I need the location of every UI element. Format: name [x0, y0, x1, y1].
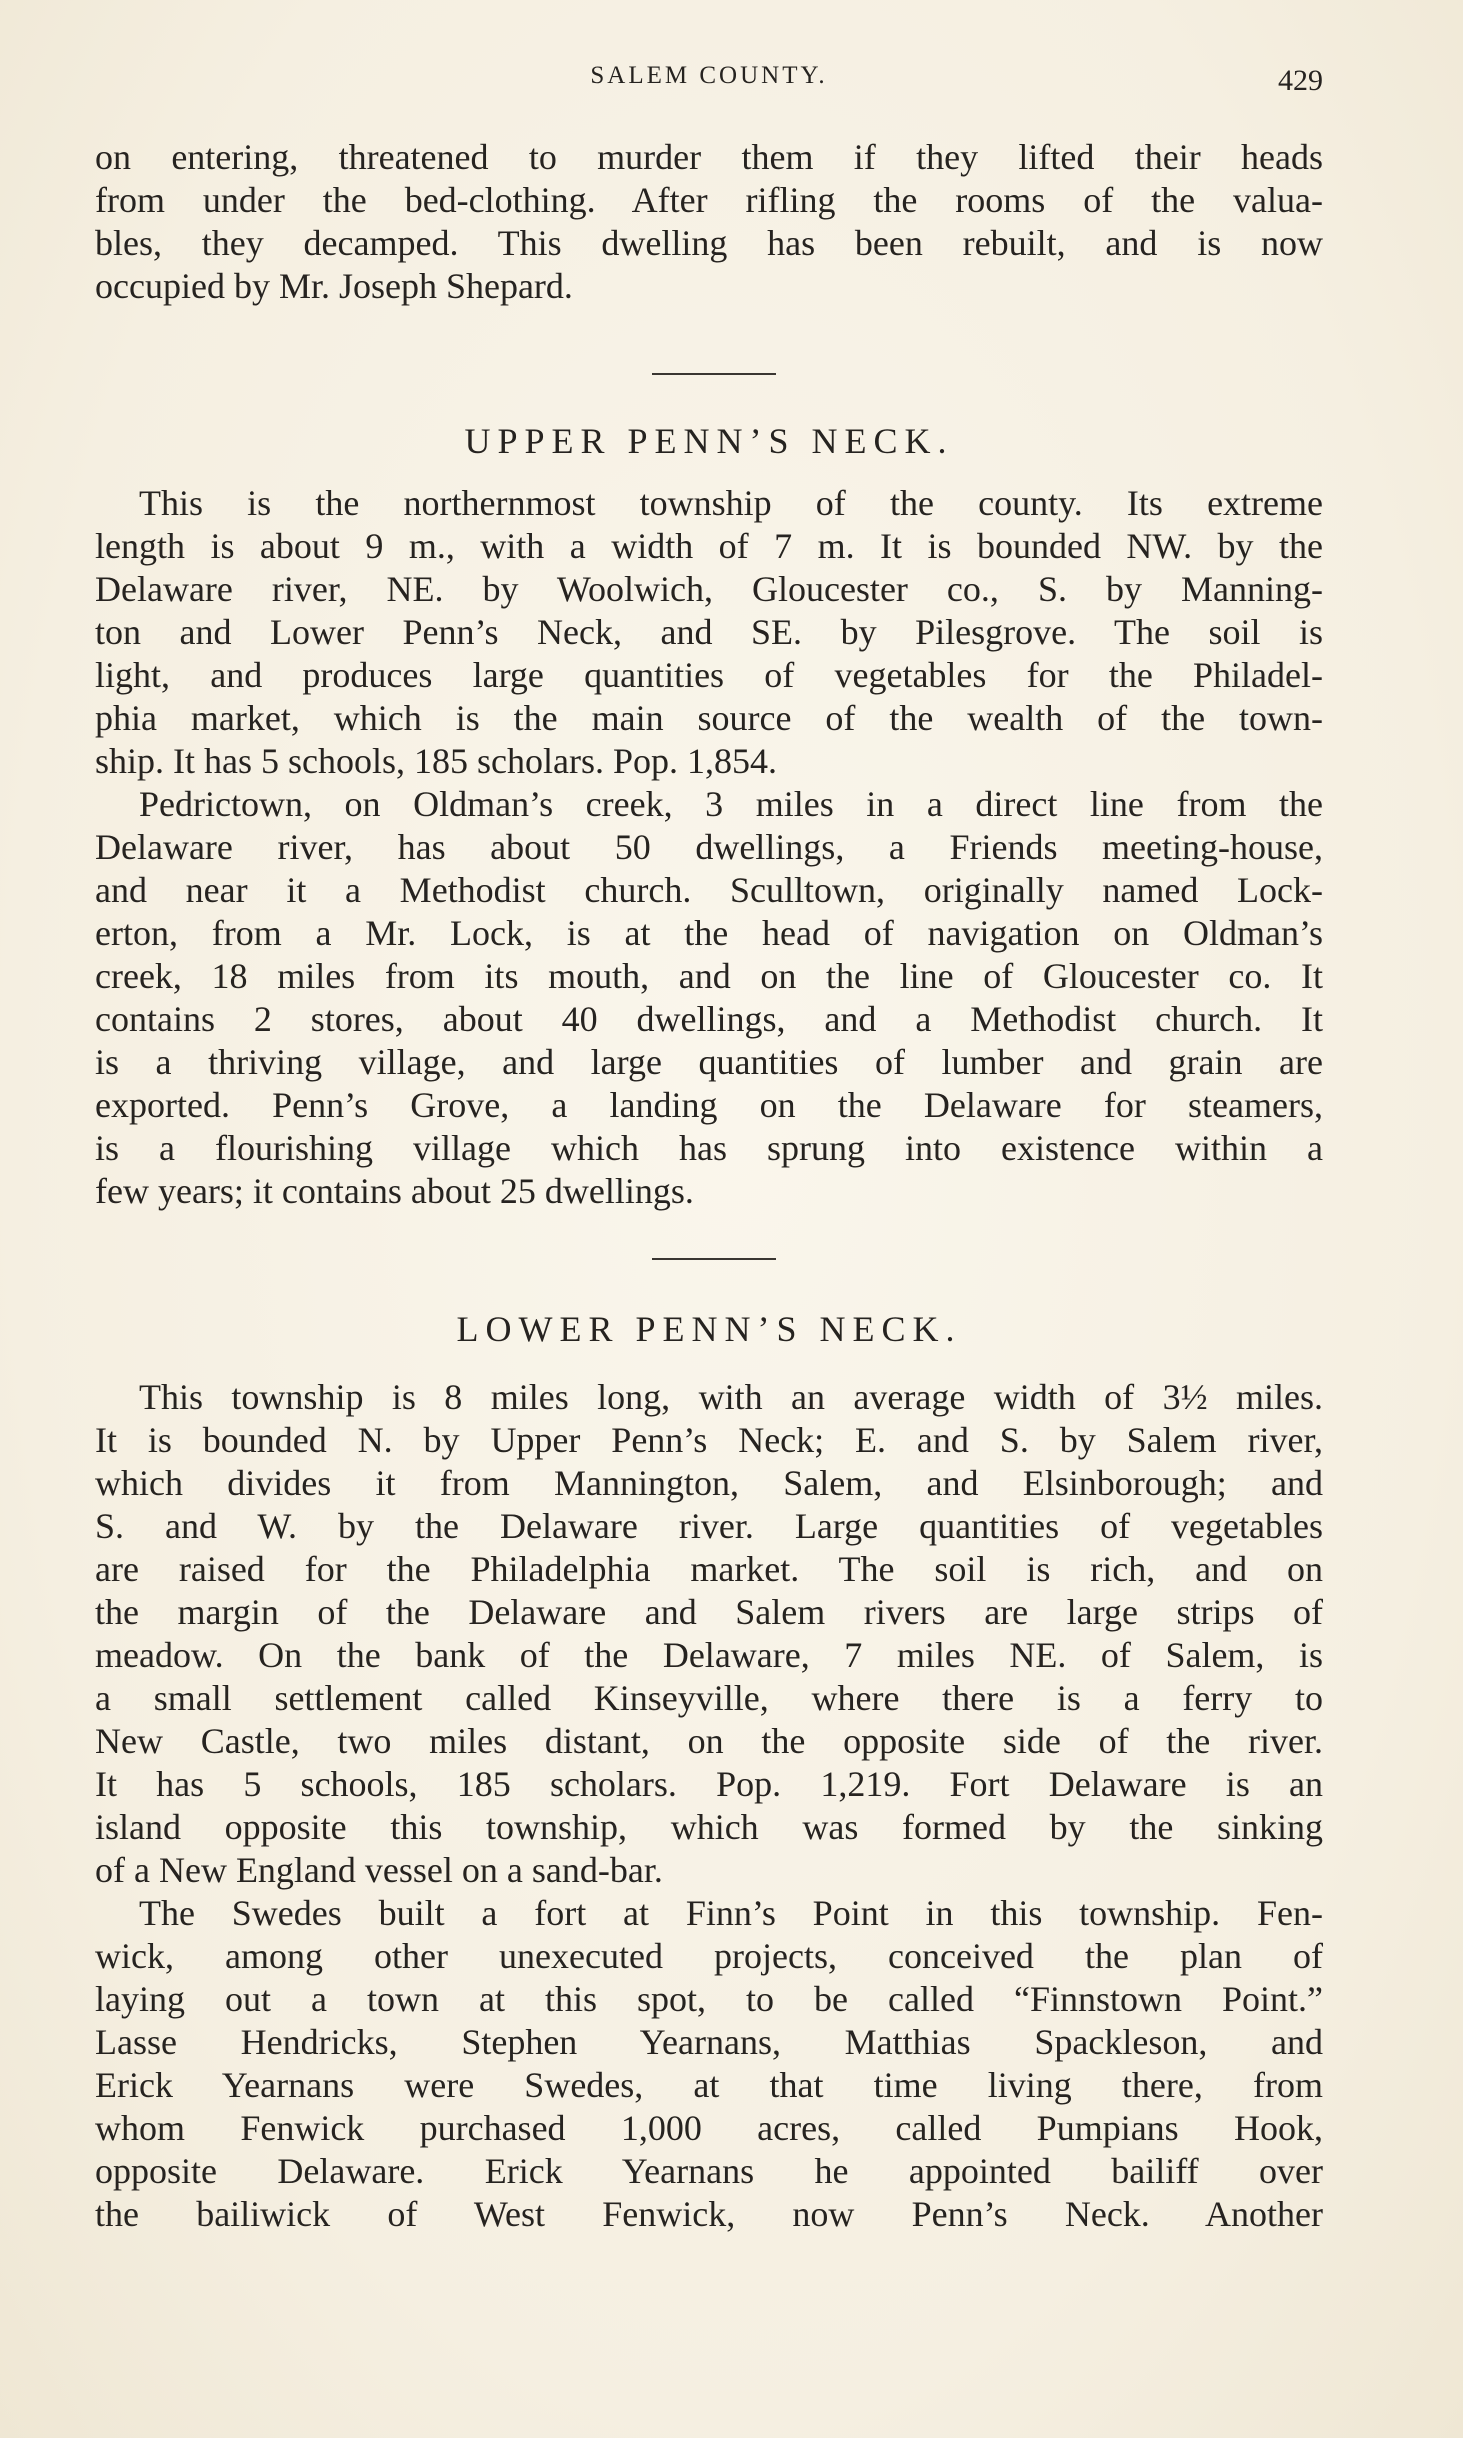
text-line: of a New England vessel on a sand-bar. — [95, 1850, 663, 1890]
text-line: few years; it contains about 25 dwellings. — [95, 1171, 694, 1211]
text-line: ship. It has 5 schools, 185 scholars. Pop. 1,854. — [95, 741, 777, 781]
page-number: 429 — [1278, 64, 1323, 97]
text-line: whom Fenwick purchased 1,000 acres, called Pumpians Hook, — [95, 2108, 1323, 2148]
text-line: is a flourishing village which has sprung into existence within a — [95, 1128, 1323, 1168]
text-line: the margin of the Delaware and Salem rivers are large strips of — [95, 1592, 1323, 1632]
text-line: Lasse Hendricks, Stephen Yearnans, Matthias Spackleson, and — [95, 2022, 1323, 2062]
text-line: The Swedes built a fort at Finn’s Point in this township. Fen- — [139, 1893, 1323, 1933]
running-head — [95, 58, 1323, 102]
text-line: wick, among other unexecuted projects, conceived the plan of — [95, 1936, 1323, 1976]
text-line: Delaware river, has about 50 dwellings, a Friends meeting-house, — [95, 827, 1323, 867]
text-line: island opposite this township, which was formed by the sinking — [95, 1807, 1323, 1847]
text-line: phia market, which is the main source of the wealth of the town- — [95, 698, 1323, 738]
text-line: which divides it from Mannington, Salem, and Elsinborough; and — [95, 1463, 1323, 1503]
text-line: New Castle, two miles distant, on the opposite side of the river. — [95, 1721, 1323, 1761]
text-line: S. and W. by the Delaware river. Large quantities of vegetables — [95, 1506, 1323, 1546]
text-line: length is about 9 m., with a width of 7 m. It is bounded NW. by the — [95, 526, 1323, 566]
text-line: erton, from a Mr. Lock, is at the head of navigation on Oldman’s — [95, 913, 1323, 953]
text-line: the bailiwick of West Fenwick, now Penn’s Neck. Another — [95, 2194, 1323, 2234]
running-title: SALEM COUNTY. — [590, 62, 828, 89]
text-line: is a thriving village, and large quantities of lumber and grain are — [95, 1042, 1323, 1082]
text-line: opposite Delaware. Erick Yearnans he appointed bailiff over — [95, 2151, 1323, 2191]
text-line: meadow. On the bank of the Delaware, 7 miles NE. of Salem, is — [95, 1635, 1323, 1675]
text-line: It has 5 schools, 185 scholars. Pop. 1,219. Fort Delaware is an — [95, 1764, 1323, 1804]
text-line: creek, 18 miles from its mouth, and on the line of Gloucester co. It — [95, 956, 1323, 996]
text-line: exported. Penn’s Grove, a landing on the Delaware for steamers, — [95, 1085, 1323, 1125]
text-line: on entering, threatened to murder them if they lifted their heads — [95, 137, 1323, 177]
text-line: light, and produces large quantities of vegetables for the Philadel- — [95, 655, 1323, 695]
text-line: This is the northernmost township of the county. Its extreme — [139, 483, 1323, 523]
text-line: Erick Yearnans were Swedes, at that time living there, from — [95, 2065, 1323, 2105]
text-line: contains 2 stores, about 40 dwellings, and a Methodist church. It — [95, 999, 1323, 1039]
text-line: Delaware river, NE. by Woolwich, Gloucester co., S. by Manning- — [95, 569, 1323, 609]
section-heading-lower: LOWER PENN’S NECK. — [456, 1309, 962, 1349]
intro-paragraph — [95, 136, 1323, 308]
text-line: This township is 8 miles long, with an average width of 3½ miles. — [139, 1377, 1323, 1417]
text-line: laying out a town at this spot, to be called “Finnstown Point.” — [95, 1979, 1323, 2019]
text-line: and near it a Methodist church. Sculltown, originally named Lock- — [95, 870, 1323, 910]
lower-section-text — [95, 1376, 1323, 2236]
text-line: bles, they decamped. This dwelling has been rebuilt, and is now — [95, 223, 1323, 263]
text-line: Pedrictown, on Oldman’s creek, 3 miles in a direct line from the — [139, 784, 1323, 824]
text-line: occupied by Mr. Joseph Shepard. — [95, 266, 573, 306]
section-divider — [652, 1258, 776, 1260]
text-line: a small settlement called Kinseyville, where there is a ferry to — [95, 1678, 1323, 1718]
section-divider — [652, 373, 776, 375]
text-line: from under the bed-clothing. After rifling the rooms of the valua- — [95, 180, 1323, 220]
text-line: ton and Lower Penn’s Neck, and SE. by Pilesgrove. The soil is — [95, 612, 1323, 652]
text-line: It is bounded N. by Upper Penn’s Neck; E. and S. by Salem river, — [95, 1420, 1323, 1460]
section-heading-upper: UPPER PENN’S NECK. — [464, 421, 954, 461]
upper-section-text — [95, 482, 1323, 1213]
text-line: are raised for the Philadelphia market. The soil is rich, and on — [95, 1549, 1323, 1589]
